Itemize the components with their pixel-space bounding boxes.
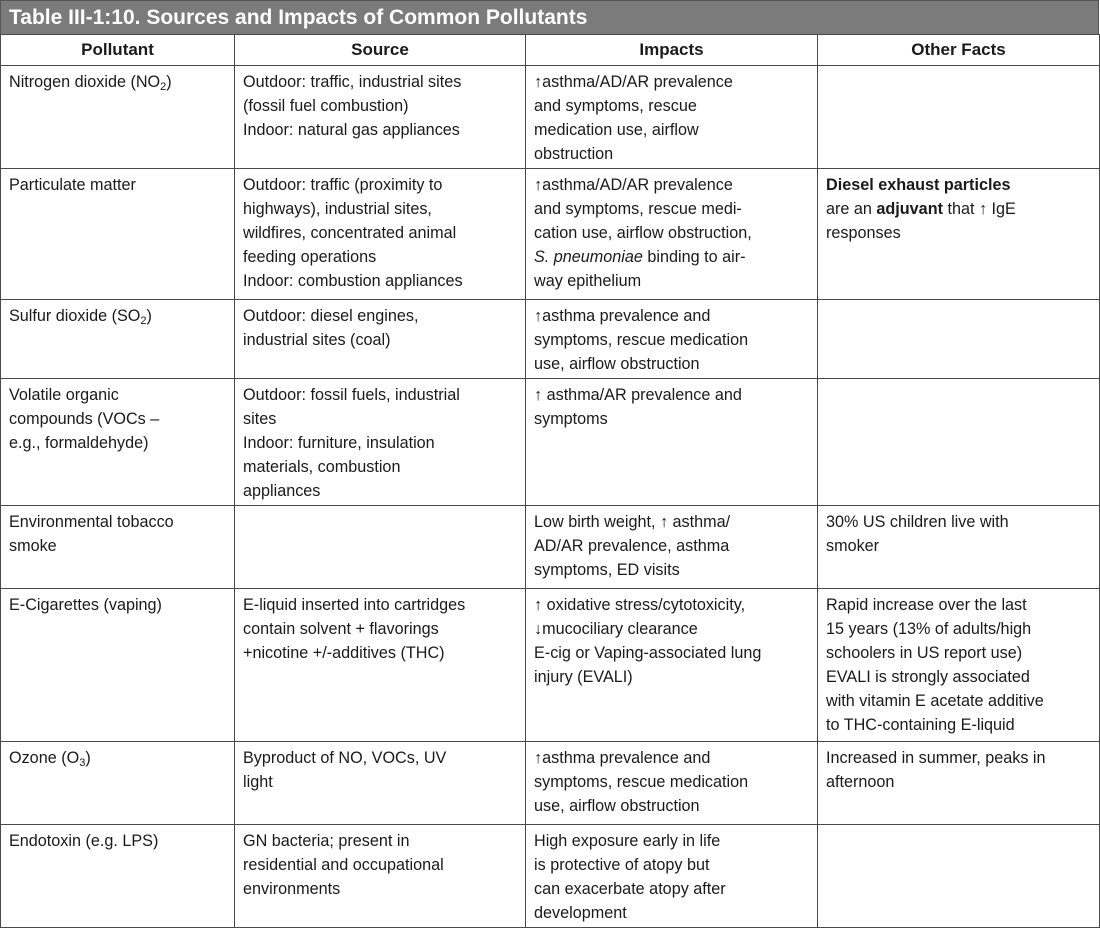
impacts-line: ↑asthma prevalence and xyxy=(534,307,711,325)
pollutant-cell xyxy=(1,300,235,379)
impacts-line: ↑asthma/AD/AR prevalence xyxy=(534,73,733,91)
table-row-sulfur-dioxide xyxy=(1,300,1100,379)
impacts-line: ↑asthma/AD/AR prevalence xyxy=(534,176,733,194)
impacts-cell xyxy=(526,169,818,300)
source-cell xyxy=(235,825,526,928)
impacts-cell xyxy=(526,506,818,589)
impacts-line: symptoms, ED visits xyxy=(534,561,680,579)
source-line: Outdoor: diesel engines, xyxy=(243,307,419,325)
pollutant-name-line: smoke xyxy=(9,537,57,555)
other-facts-cell xyxy=(818,589,1100,742)
species-name: S. pneumoniae xyxy=(534,248,643,266)
pollutant-cell xyxy=(1,506,235,589)
source-line: highways), industrial sites, xyxy=(243,200,432,218)
other-facts-cell xyxy=(818,300,1100,379)
pollutant-cell xyxy=(1,825,235,928)
impacts-line: symptoms xyxy=(534,410,608,428)
impacts-line: obstruction xyxy=(534,145,614,163)
other-facts-line: Increased in summer, peaks in xyxy=(826,749,1046,767)
source-line: light xyxy=(243,773,273,791)
pollutant-cell xyxy=(1,379,235,506)
header-other-facts: Other Facts xyxy=(818,35,1100,66)
pollutant-name: Particulate matter xyxy=(9,176,136,194)
impacts-line: use, airflow obstruction xyxy=(534,355,700,373)
source-cell xyxy=(235,589,526,742)
source-cell xyxy=(235,169,526,300)
impacts-cell xyxy=(526,379,818,506)
source-line: sites xyxy=(243,410,277,428)
other-facts-line: schoolers in US report use) xyxy=(826,644,1023,662)
source-line: Indoor: furniture, insulation xyxy=(243,434,435,452)
pollutant-name-text: Ozone (O xyxy=(9,749,80,767)
other-facts-line: to THC-containing E-liquid xyxy=(826,716,1015,734)
impacts-line: ↑ oxidative stress/cytotoxicity, xyxy=(534,596,746,614)
header-pollutant: Pollutant xyxy=(1,35,235,66)
other-facts-line xyxy=(826,197,1093,221)
subscript: 2 xyxy=(140,315,147,327)
other-facts-text: that ↑ IgE xyxy=(942,200,1016,218)
impacts-line: development xyxy=(534,904,627,922)
source-line: residential and occupational xyxy=(243,856,444,874)
source-line: (fossil fuel combustion) xyxy=(243,97,409,115)
impacts-cell xyxy=(526,742,818,825)
impacts-line: symptoms, rescue medication xyxy=(534,331,749,349)
other-facts-emphasis: Diesel exhaust particles xyxy=(826,176,1011,194)
impacts-line: ↑ asthma/AR prevalence and xyxy=(534,386,742,404)
pollutant-name xyxy=(9,73,172,91)
pollutants-table xyxy=(0,34,1100,928)
other-facts-line: responses xyxy=(826,224,901,242)
other-facts-line: afternoon xyxy=(826,773,895,791)
table-row-environmental-tobacco-smoke xyxy=(1,506,1100,589)
impacts-cell xyxy=(526,825,818,928)
impacts-line: AD/AR prevalence, asthma xyxy=(534,537,730,555)
impacts-text: binding to air- xyxy=(642,248,746,266)
source-line: Outdoor: fossil fuels, industrial xyxy=(243,386,460,404)
source-line: Outdoor: traffic (proximity to xyxy=(243,176,443,194)
pollutant-cell xyxy=(1,66,235,169)
source-line: contain solvent + flavorings xyxy=(243,620,439,638)
pollutant-name-text: Nitrogen dioxide (NO xyxy=(9,73,161,91)
pollutant-name-line: Environmental tobacco xyxy=(9,513,174,531)
impacts-cell xyxy=(526,300,818,379)
source-line: appliances xyxy=(243,482,321,500)
pollutant-name-text: ) xyxy=(85,749,91,767)
pollutant-cell xyxy=(1,589,235,742)
pollutant-name-text: ) xyxy=(146,307,152,325)
table-row-volatile-organic-compounds xyxy=(1,379,1100,506)
pollutant-name-text: ) xyxy=(166,73,172,91)
other-facts-line: EVALI is strongly associated xyxy=(826,668,1030,686)
pollutant-name xyxy=(9,307,152,325)
impacts-line: E-cig or Vaping-associated lung xyxy=(534,644,762,662)
other-facts-text: are an xyxy=(826,200,877,218)
source-line: industrial sites (coal) xyxy=(243,331,391,349)
pollutant-name-line: compounds (VOCs – xyxy=(9,410,160,428)
pollutant-name-line: e.g., formaldehyde) xyxy=(9,434,149,452)
other-facts-line: smoker xyxy=(826,537,880,555)
table-row-particulate-matter xyxy=(1,169,1100,300)
pollutant-cell xyxy=(1,742,235,825)
other-facts-cell xyxy=(818,506,1100,589)
pollutant-name-line: Volatile organic xyxy=(9,386,119,404)
impacts-line: cation use, airflow obstruction, xyxy=(534,224,752,242)
header-impacts: Impacts xyxy=(526,35,818,66)
impacts-line: injury (EVALI) xyxy=(534,668,633,686)
pollutant-name-text: Sulfur dioxide (SO xyxy=(9,307,141,325)
table-title: Table III-1:10. Sources and Impacts of Common Pollutants xyxy=(0,0,1099,34)
impacts-line: medication use, airflow xyxy=(534,121,699,139)
source-cell xyxy=(235,742,526,825)
impacts-line: Low birth weight, ↑ asthma/ xyxy=(534,513,731,531)
source-line: Outdoor: traffic, industrial sites xyxy=(243,73,462,91)
subscript: 3 xyxy=(79,757,86,769)
table-row-ozone xyxy=(1,742,1100,825)
other-facts-line: Rapid increase over the last xyxy=(826,596,1027,614)
impacts-line: is protective of atopy but xyxy=(534,856,710,874)
source-line: Indoor: combustion appliances xyxy=(243,272,463,290)
source-line: Byproduct of NO, VOCs, UV xyxy=(243,749,447,767)
header-source: Source xyxy=(235,35,526,66)
impacts-line xyxy=(534,245,811,269)
subscript: 2 xyxy=(160,81,167,93)
source-cell xyxy=(235,66,526,169)
pollutant-cell xyxy=(1,169,235,300)
table-row-endotoxin xyxy=(1,825,1100,928)
other-facts-cell xyxy=(818,379,1100,506)
other-facts-cell xyxy=(818,169,1100,300)
source-line: wildfires, concentrated animal xyxy=(243,224,457,242)
table-row-nitrogen-dioxide xyxy=(1,66,1100,169)
source-line: materials, combustion xyxy=(243,458,401,476)
other-facts-cell xyxy=(818,825,1100,928)
other-facts-cell xyxy=(818,66,1100,169)
source-line: feeding operations xyxy=(243,248,377,266)
impacts-line: and symptoms, rescue medi- xyxy=(534,200,742,218)
other-facts-cell xyxy=(818,742,1100,825)
impacts-line: ↓mucociliary clearance xyxy=(534,620,698,638)
impacts-line: High exposure early in life xyxy=(534,832,721,850)
impacts-line: symptoms, rescue medication xyxy=(534,773,749,791)
source-line: +nicotine +/-additives (THC) xyxy=(243,644,445,662)
impacts-line: and symptoms, rescue xyxy=(534,97,697,115)
source-line: E-liquid inserted into cartridges xyxy=(243,596,466,614)
header-row xyxy=(1,35,1100,66)
table-row-e-cigarettes xyxy=(1,589,1100,742)
source-cell xyxy=(235,300,526,379)
source-line: GN bacteria; present in xyxy=(243,832,410,850)
other-facts-line: 30% US children live with xyxy=(826,513,1009,531)
impacts-cell xyxy=(526,66,818,169)
pollutant-name xyxy=(9,749,91,767)
source-line: Indoor: natural gas appliances xyxy=(243,121,460,139)
other-facts-line: 15 years (13% of adults/high xyxy=(826,620,1032,638)
pollutant-name: Endotoxin (e.g. LPS) xyxy=(9,832,159,850)
pollutant-name: E-Cigarettes (vaping) xyxy=(9,596,162,614)
impacts-cell xyxy=(526,589,818,742)
impacts-line: ↑asthma prevalence and xyxy=(534,749,711,767)
source-cell xyxy=(235,506,526,589)
source-line: environments xyxy=(243,880,341,898)
impacts-line: way epithelium xyxy=(534,272,642,290)
source-cell xyxy=(235,379,526,506)
impacts-line: use, airflow obstruction xyxy=(534,797,700,815)
impacts-line: can exacerbate atopy after xyxy=(534,880,726,898)
other-facts-line: with vitamin E acetate additive xyxy=(826,692,1044,710)
other-facts-emphasis: adjuvant xyxy=(876,200,943,218)
